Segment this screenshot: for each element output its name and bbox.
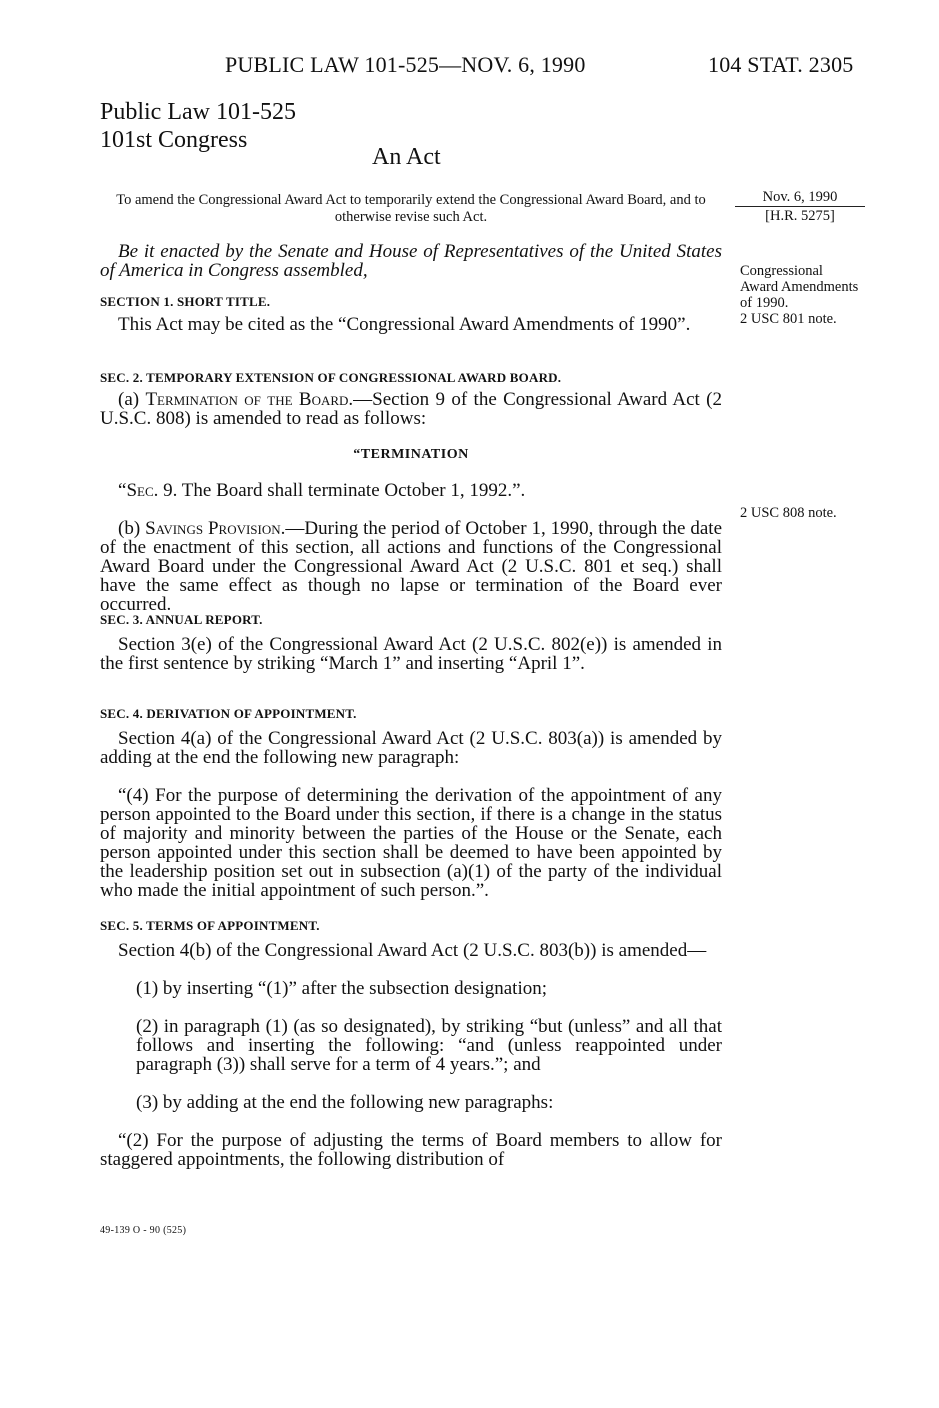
section-2 bbox=[100, 370, 722, 633]
section-5-quoted-paragraph: “(2) For the purpose of adjusting the terms of Board members to allow for staggered appointments, the following distribution of bbox=[100, 1130, 722, 1170]
section-5-heading: SEC. 5. TERMS OF APPOINTMENT. bbox=[100, 918, 320, 933]
quoted-sec-text: . 9. The Board shall terminate October 1, 1992.”. bbox=[153, 480, 526, 501]
quoted-sec-open: “ bbox=[118, 480, 127, 501]
bill-number: [H.R. 5275] bbox=[765, 208, 835, 224]
congress-number: 101st Congress bbox=[100, 127, 248, 153]
quoted-termination-heading: “TERMINATION bbox=[353, 447, 469, 462]
section-5-item-1: (1) by inserting “(1)” after the subsection designation; bbox=[136, 978, 548, 999]
section-1-heading: SECTION 1. SHORT TITLE. bbox=[100, 294, 271, 309]
enacting-clause-text: Be it enacted by the Senate and House of Representatives of the United States of America in Congress assembled, bbox=[100, 241, 722, 281]
section-5-item-3: (3) by adding at the end the following new paragraphs: bbox=[136, 1092, 554, 1113]
section-2-heading: SEC. 2. TEMPORARY EXTENSION OF CONGRESSIONAL AWARD BOARD. bbox=[100, 370, 562, 385]
margin-usc-808: 2 USC 808 note. bbox=[740, 505, 837, 521]
margin-short-title: Congressional Award Amendments of 1990. bbox=[740, 263, 859, 311]
section-2a bbox=[100, 390, 722, 428]
enactment-date: Nov. 6, 1990 bbox=[735, 188, 865, 207]
an-act-title: An Act bbox=[372, 144, 441, 170]
margin-note-short-title bbox=[740, 263, 860, 327]
stat-page-number: 104 STAT. 2305 bbox=[708, 52, 854, 77]
quoted-sec-label: Sec bbox=[126, 480, 154, 501]
section-3 bbox=[100, 612, 722, 692]
enacting-clause bbox=[100, 242, 722, 280]
print-code-footer: 49-139 O - 90 (525) bbox=[100, 1225, 187, 1236]
running-head: PUBLIC LAW 101-525—NOV. 6, 1990 bbox=[225, 52, 586, 77]
section-3-heading: SEC. 3. ANNUAL REPORT. bbox=[100, 612, 263, 627]
section-2b bbox=[100, 519, 722, 614]
enactment-date-box bbox=[735, 188, 865, 225]
section-5-text: Section 4(b) of the Congressional Award Act (2 U.S.C. 803(b)) is amended— bbox=[118, 940, 707, 961]
section-4-text: Section 4(a) of the Congressional Award Act (2 U.S.C. 803(a)) is amended by adding at the end the following new paragraph: bbox=[100, 728, 722, 768]
quoted-section-9 bbox=[100, 481, 722, 500]
section-2a-caption: Termination of the Board bbox=[145, 389, 349, 410]
section-2b-text: .—During the period of October 1, 1990, through the date of the enactment of this section, all actions and functions of the Congressional Award Board under the Congressional Award Act (2 U.S.C. 801 et seq.) shall have the same effect as though no lapse or termination of the Board ever occurred. bbox=[100, 518, 723, 615]
section-2a-text: .—Section 9 of the Congressional Award Act (2 U.S.C. 808) is amended to read as follows: bbox=[100, 389, 722, 429]
section-5-item-2: (2) in paragraph (1) (as so designated), by striking “but (unless” and all that follows and inserting the following: “and (unless reappointed under paragraph (3)) shall serve for a term of 4 years.”; and bbox=[136, 1016, 722, 1075]
section-1-text: This Act may be cited as the “Congressional Award Amendments of 1990”. bbox=[118, 314, 691, 335]
public-law-number: Public Law 101-525 bbox=[100, 99, 296, 125]
margin-usc-801: 2 USC 801 note. bbox=[740, 311, 837, 327]
section-3-text: Section 3(e) of the Congressional Award Act (2 U.S.C. 802(e)) is amended in the first sentence by striking “March 1” and inserting “April 1”. bbox=[100, 634, 722, 674]
section-4 bbox=[100, 706, 722, 919]
section-4-heading: SEC. 4. DERIVATION OF APPOINTMENT. bbox=[100, 706, 357, 721]
section-4-quoted-paragraph: “(4) For the purpose of determining the derivation of the appointment of any person appointed to the Board under this section, if there is a change in the status of majority and minority between the parties of the House or the Senate, each person appointed under this section shall be deemed to have been appointed by the leadership position set out in subsection (a)(1) of the party of the individual who made the initial appointment of such person.”. bbox=[100, 785, 722, 901]
section-2a-label: (a) bbox=[118, 389, 146, 410]
section-5 bbox=[100, 918, 722, 1188]
long-title: To amend the Congressional Award Act to temporarily extend the Congressional Award Board, and to otherwise revise such Act. bbox=[116, 192, 706, 225]
section-2b-caption: Savings Provision bbox=[145, 518, 281, 539]
section-2b-label: (b) bbox=[118, 518, 146, 539]
section-1 bbox=[100, 294, 722, 353]
